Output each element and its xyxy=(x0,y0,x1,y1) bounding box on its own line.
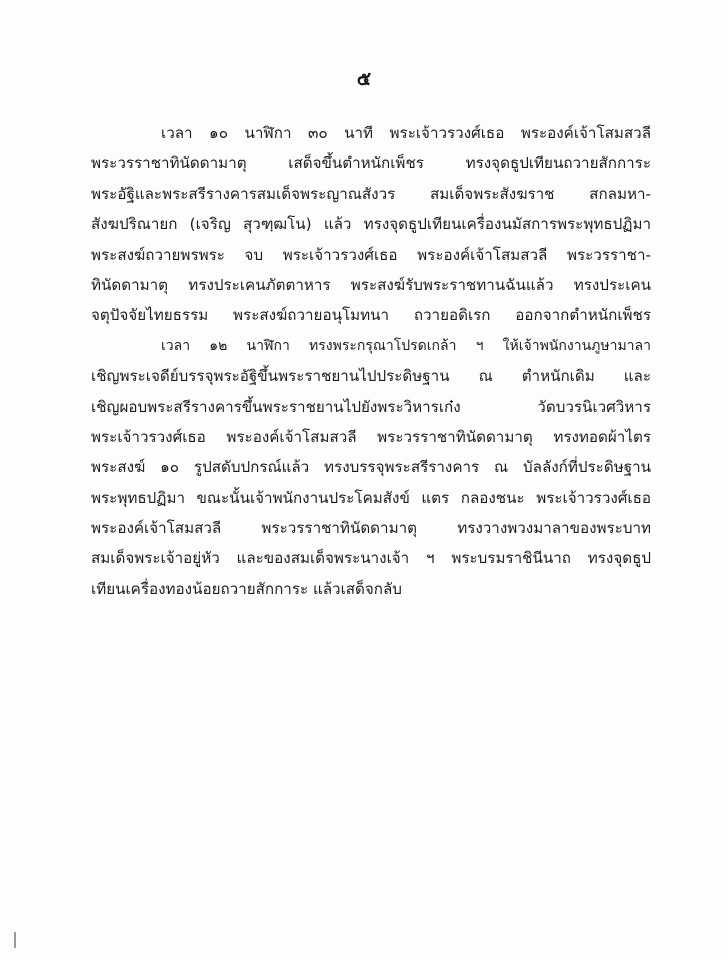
text-line: เชิญผอบพระสรีรางคารขึ้นพระราชยานไปยังพระวิหารเก๋ง วัดบวรนิเวศวิหาร xyxy=(91,397,651,416)
text-line: เวลา ๑๐ นาฬิกา ๓๐ นาที พระเจ้าวรวงศ์เธอ พระองค์เจ้าโสมสวลี xyxy=(161,124,651,142)
text-line: พระสงฆ์ ๑๐ รูปสดับปกรณ์แล้ว ทรงบรรจุพระสรีรางคาร ณ บัลลังก์ที่ประดิษฐาน xyxy=(91,458,651,477)
document-body xyxy=(91,118,651,604)
text-line: พระเจ้าวรวงศ์เธอ พระองค์เจ้าโสมสวลี พระวรราชาทินัดดามาตุ ทรงทอดผ้าไตร xyxy=(91,427,651,446)
text-line: เทียนเครื่องทองน้อยถวายสักการะ แล้วเสด็จกลับ xyxy=(91,579,402,598)
text-line: พระองค์เจ้าโสมสวลี พระวรราชาทินัดดามาตุ ทรงวางพวงมาลาของพระบาท xyxy=(91,519,651,538)
paragraph-2 xyxy=(91,331,651,605)
text-line: พระอัฐิและพระสรีรางคารสมเด็จพระญาณสังวร สมเด็จพระสังฆราช สกลมหา- xyxy=(91,184,651,203)
paragraph-1 xyxy=(91,118,651,331)
page-number: ๕ xyxy=(356,68,372,90)
text-line: พระวรราชาทินัดดามาตุ เสด็จขึ้นตำหนักเพ็ชร ทรงจุดธูปเทียนถวายสักการะ xyxy=(91,154,651,173)
text-line: พระสงฆ์ถวายพรพระ จบ พระเจ้าวรวงศ์เธอ พระองค์เจ้าโสมสวลี พระวรราชา- xyxy=(91,245,651,264)
scan-edge-mark xyxy=(14,932,16,948)
text-line: เชิญพระเจดีย์บรรจุพระอัฐิขึ้นพระราชยานไปประดิษฐาน ณ ตำหนักเดิม และ xyxy=(91,367,651,386)
text-line: พระพุทธปฏิมา ขณะนั้นเจ้าพนักงานประโคมสังข์ แตร กลองชนะ พระเจ้าวรวงศ์เธอ xyxy=(91,488,651,507)
text-line: สังฆปริณายก (เจริญ สุวฑฺฒโน) แล้ว ทรงจุดธูปเทียนเครื่องนมัสการพระพุทธปฏิมา xyxy=(91,215,651,234)
text-line: สมเด็จพระเจ้าอยู่หัว และของสมเด็จพระนางเจ้า ฯ พระบรมราชินีนาถ ทรงจุดธูป xyxy=(91,549,651,568)
text-line: จตุปัจจัยไทยธรรม พระสงฆ์ถวายอนุโมทนา ถวายอดิเรก ออกจากตำหนักเพ็ชร xyxy=(91,306,651,325)
text-line: เวลา ๑๒ นาฬิกา ทรงพระกรุณาโปรดเกล้า ฯ ให้เจ้าพนักงานภูษามาลา xyxy=(161,337,651,354)
text-line: ทินัดดามาตุ ทรงประเคนภัตตาหาร พระสงฆ์รับพระราชทานฉันแล้ว ทรงประเคน xyxy=(91,275,651,294)
